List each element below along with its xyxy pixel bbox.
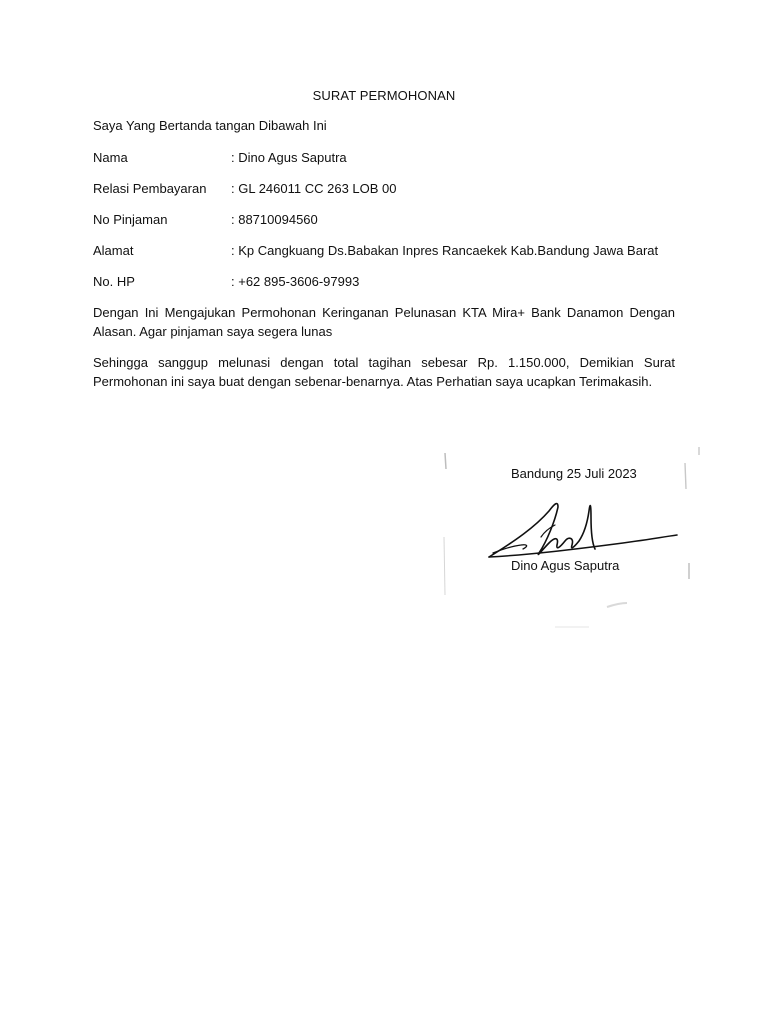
field-row-no-hp	[93, 274, 693, 292]
field-value: : GL 246011 CC 263 LOB 00	[231, 181, 397, 196]
field-label: No. HP	[93, 274, 135, 289]
signature-place-date: Bandung 25 Juli 2023	[511, 466, 637, 481]
field-value: : +62 895-3606-97993	[231, 274, 360, 289]
field-value: : Dino Agus Saputra	[231, 150, 347, 165]
field-row-alamat	[93, 243, 693, 261]
field-row-no-pinjaman	[93, 212, 693, 230]
field-label: No Pinjaman	[93, 212, 168, 227]
signature-block	[437, 445, 703, 631]
request-paragraph: Dengan Ini Mengajukan Permohonan Keringanan Pelunasan KTA Mira+ Bank Danamon Dengan Alasan. Agar pinjaman saya segera lunas	[93, 305, 675, 339]
field-value: : Kp Cangkuang Ds.Babakan Inpres Rancaekek Kab.Bandung Jawa Barat	[231, 243, 659, 258]
closing-paragraph: Sehingga sanggup melunasi dengan total tagihan sebesar Rp. 1.150.000, Demikian Surat Permohonan ini saya buat dengan sebenar-benarnya. Atas Perhatian saya ucapkan Terimakasih.	[93, 355, 675, 389]
field-value: : 88710094560	[231, 212, 318, 227]
field-row-relasi-pembayaran	[93, 181, 693, 199]
intro-line: Saya Yang Bertanda tangan Dibawah Ini	[93, 118, 327, 133]
field-label: Relasi Pembayaran	[93, 181, 207, 196]
field-row-nama	[93, 150, 693, 168]
field-label: Nama	[93, 150, 128, 165]
letter-title: SURAT PERMOHONAN	[312, 88, 456, 103]
field-label: Alamat	[93, 243, 134, 258]
signature-name: Dino Agus Saputra	[511, 558, 620, 573]
